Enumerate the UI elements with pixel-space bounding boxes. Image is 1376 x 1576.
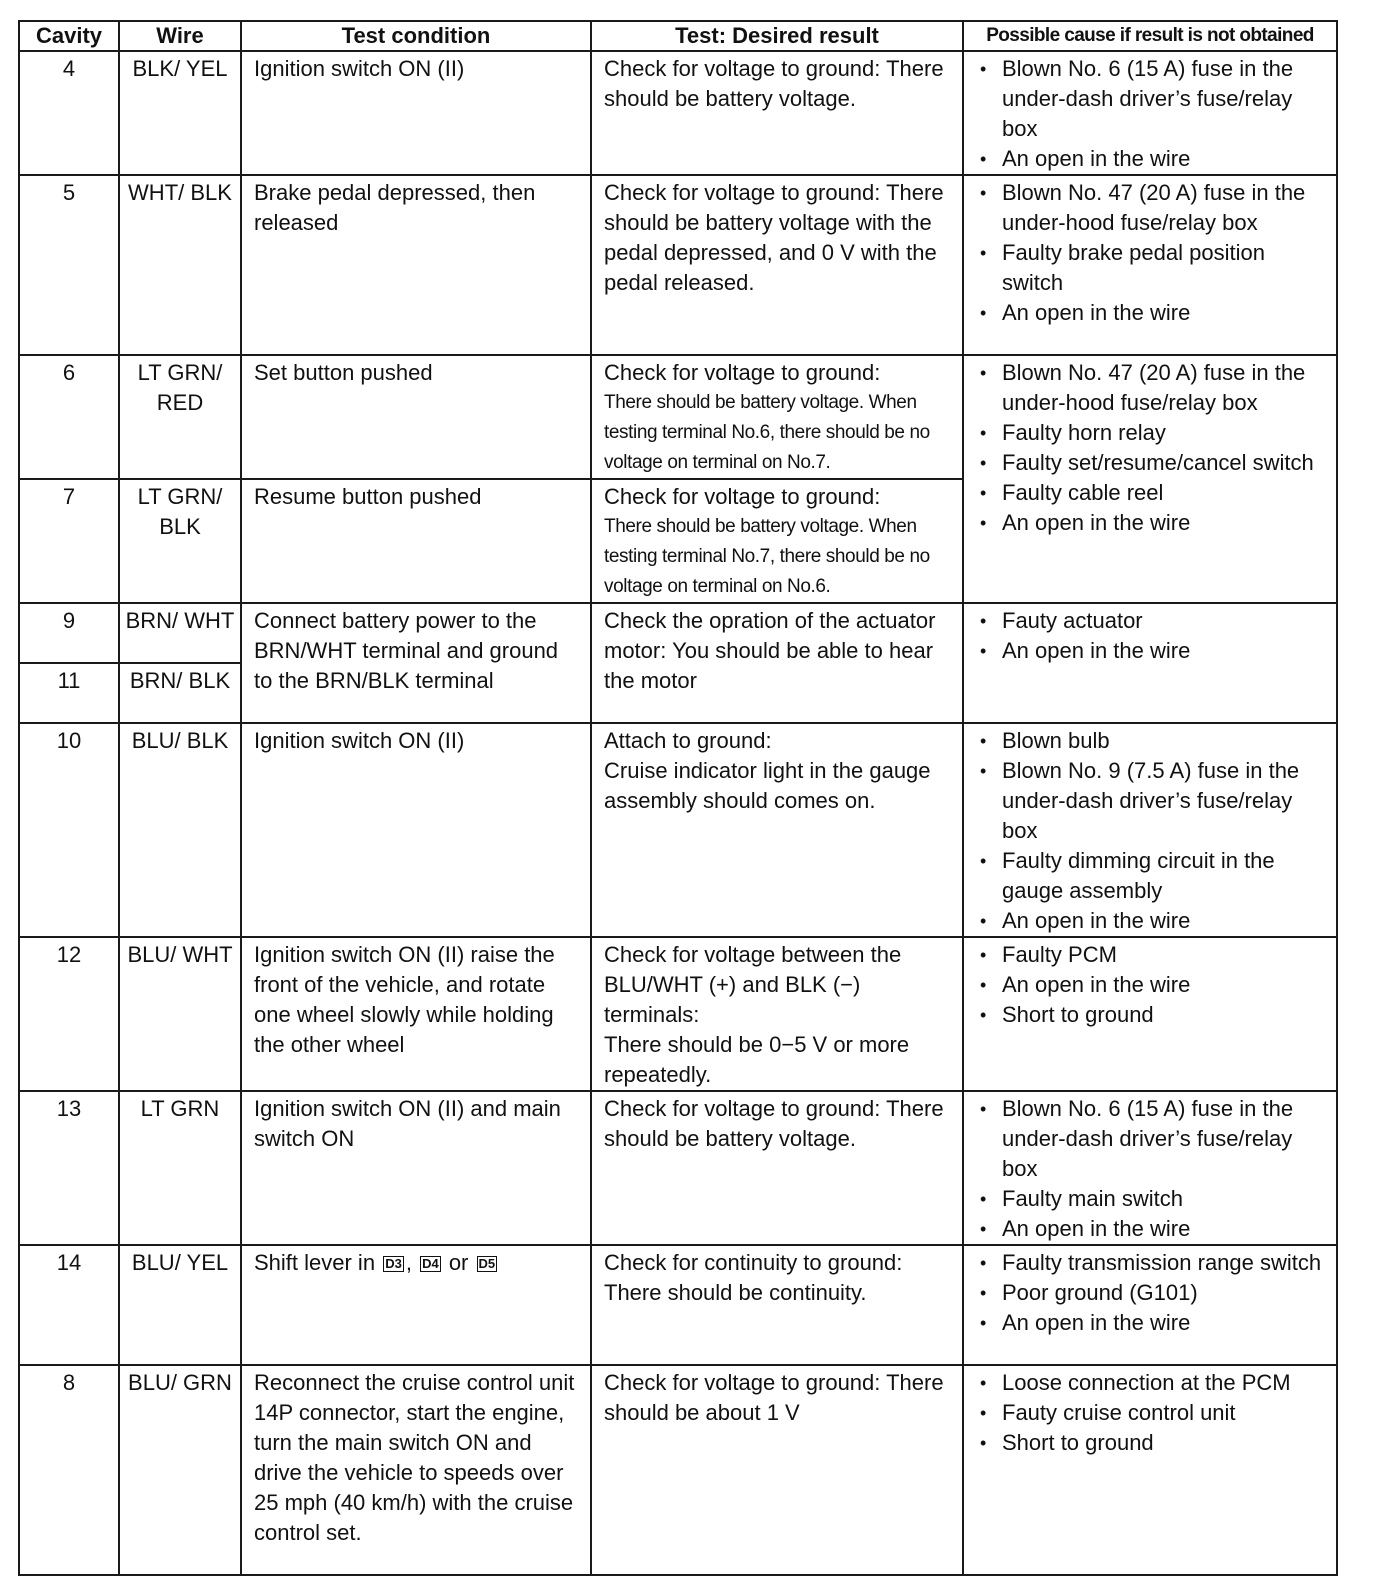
cause-item: • Faulty PCM bbox=[978, 940, 1330, 970]
cause-item: • Faulty cable reel bbox=[978, 478, 1330, 508]
table-row bbox=[19, 723, 1337, 937]
cause-item: • Blown No. 9 (7.5 A) fuse in the under-dash driver’s fuse/relay box bbox=[978, 756, 1330, 846]
cause-item: • Blown No. 6 (15 A) fuse in the under-dash driver’s fuse/relay box bbox=[978, 1094, 1330, 1184]
cause-item: • Short to ground bbox=[978, 1000, 1330, 1030]
wire-cell: BLU/ GRN bbox=[119, 1365, 241, 1575]
cause-item: • An open in the wire bbox=[978, 1214, 1330, 1244]
cause-list bbox=[978, 1094, 1330, 1244]
cause-cell bbox=[963, 723, 1337, 937]
cause-item: • Faulty main switch bbox=[978, 1184, 1330, 1214]
cause-list bbox=[978, 358, 1330, 538]
diagnostic-table-container bbox=[18, 20, 1336, 1576]
cavity-cell: 12 bbox=[19, 937, 119, 1091]
result-head: Attach to ground: bbox=[604, 728, 772, 753]
cause-cell bbox=[963, 1091, 1337, 1245]
condition-cell: Connect battery power to the BRN/WHT terminal and ground to the BRN/BLK terminal bbox=[241, 603, 591, 723]
table-row bbox=[19, 355, 1337, 479]
cause-item: • An open in the wire bbox=[978, 636, 1330, 666]
gear-d3-icon: D3 bbox=[385, 1256, 402, 1271]
header-cavity: Cavity bbox=[19, 21, 119, 51]
cause-item: • An open in the wire bbox=[978, 906, 1330, 936]
cavity-cell: 4 bbox=[19, 51, 119, 175]
result-head: Check for continuity to ground: bbox=[604, 1250, 903, 1275]
header-possible-cause: Possible cause if result is not obtained bbox=[963, 21, 1337, 51]
header-row bbox=[19, 21, 1337, 51]
wire-cell: BLU/ YEL bbox=[119, 1245, 241, 1365]
result-body: There should be continuity. bbox=[604, 1280, 867, 1305]
cavity-cell: 14 bbox=[19, 1245, 119, 1365]
cause-item: • Faulty set/resume/cancel switch bbox=[978, 448, 1330, 478]
result-cell bbox=[591, 723, 963, 937]
cavity-cell: 5 bbox=[19, 175, 119, 355]
result-cell: Check for voltage to ground: There should be battery voltage. bbox=[591, 51, 963, 175]
condition-cell: Ignition switch ON (II) and main switch ON bbox=[241, 1091, 591, 1245]
cause-cell bbox=[963, 51, 1337, 175]
condition-cell: Ignition switch ON (II) bbox=[241, 723, 591, 937]
cause-list bbox=[978, 1248, 1330, 1338]
condition-cell: Brake pedal depressed, then released bbox=[241, 175, 591, 355]
result-cell: Check for voltage to ground: There should be about 1 V bbox=[591, 1365, 963, 1575]
result-body: There should be 0−5 V or more repeatedly. bbox=[604, 1032, 910, 1087]
cause-cell bbox=[963, 175, 1337, 355]
cause-item: • Blown No. 6 (15 A) fuse in the under-dash driver’s fuse/relay box bbox=[978, 54, 1330, 144]
table-row bbox=[19, 1365, 1337, 1575]
wire-cell: LT GRN/ BLK bbox=[119, 479, 241, 603]
table-row bbox=[19, 603, 1337, 663]
cause-item: • Fauty actuator bbox=[978, 606, 1330, 636]
cruise-control-terminal-test-table bbox=[18, 20, 1338, 1576]
cause-list bbox=[978, 606, 1330, 666]
condition-prefix: Shift lever in bbox=[254, 1250, 376, 1275]
cause-item: • Faulty horn relay bbox=[978, 418, 1330, 448]
result-cell bbox=[591, 355, 963, 479]
gear-separator: or bbox=[448, 1250, 469, 1275]
table-row bbox=[19, 1091, 1337, 1245]
cause-list bbox=[978, 1368, 1330, 1458]
condition-cell: Resume button pushed bbox=[241, 479, 591, 603]
result-cell: Check for voltage to ground: There should be battery voltage with the pedal depressed, and 0 V with the pedal released. bbox=[591, 175, 963, 355]
cause-cell bbox=[963, 937, 1337, 1091]
cause-item: • An open in the wire bbox=[978, 298, 1330, 328]
cause-list bbox=[978, 54, 1330, 174]
cause-item: • Faulty brake pedal position switch bbox=[978, 238, 1330, 298]
result-head: Check for voltage between the BLU/WHT (+) and BLK (−) terminals: bbox=[604, 942, 902, 1027]
cause-item: • Short to ground bbox=[978, 1428, 1330, 1458]
cavity-cell: 8 bbox=[19, 1365, 119, 1575]
result-cell: Check for voltage to ground: There should be battery voltage. bbox=[591, 1091, 963, 1245]
wire-cell: LT GRN/ RED bbox=[119, 355, 241, 479]
cause-list bbox=[978, 178, 1330, 328]
table-row bbox=[19, 1245, 1337, 1365]
cause-list bbox=[978, 726, 1330, 936]
cause-item: • An open in the wire bbox=[978, 508, 1330, 538]
cavity-cell: 11 bbox=[19, 663, 119, 723]
cause-item: • Loose connection at the PCM bbox=[978, 1368, 1330, 1398]
wire-cell: BLK/ YEL bbox=[119, 51, 241, 175]
result-head: Check for voltage to ground: bbox=[604, 484, 881, 509]
header-test-condition: Test condition bbox=[241, 21, 591, 51]
cause-item: • Faulty transmission range switch bbox=[978, 1248, 1330, 1278]
result-cell: Check the opration of the actuator motor: You should be able to hear the motor bbox=[591, 603, 963, 723]
cause-cell bbox=[963, 603, 1337, 723]
condition-cell: Ignition switch ON (II) bbox=[241, 51, 591, 175]
condition-cell: Ignition switch ON (II) raise the front of the vehicle, and rotate one wheel slowly while holding the other wheel bbox=[241, 937, 591, 1091]
wire-cell: BRN/ BLK bbox=[119, 663, 241, 723]
gear-d5-icon: D5 bbox=[478, 1256, 496, 1271]
gear-separator: , bbox=[405, 1250, 412, 1275]
wire-cell: WHT/ BLK bbox=[119, 175, 241, 355]
cause-item: • Poor ground (G101) bbox=[978, 1278, 1330, 1308]
cause-item: • Blown No. 47 (20 A) fuse in the under-hood fuse/relay box bbox=[978, 358, 1330, 418]
cause-cell bbox=[963, 1365, 1337, 1575]
cavity-cell: 13 bbox=[19, 1091, 119, 1245]
cause-item: • Blown No. 47 (20 A) fuse in the under-hood fuse/relay box bbox=[978, 178, 1330, 238]
cavity-cell: 10 bbox=[19, 723, 119, 937]
table-row bbox=[19, 51, 1337, 175]
cause-item: • An open in the wire bbox=[978, 970, 1330, 1000]
condition-cell: Set button pushed bbox=[241, 355, 591, 479]
result-body: Cruise indicator light in the gauge assembly should comes on. bbox=[604, 758, 931, 813]
gear-d4-icon: D4 bbox=[422, 1256, 439, 1271]
header-desired-result: Test: Desired result bbox=[591, 21, 963, 51]
wire-cell: BLU/ BLK bbox=[119, 723, 241, 937]
cause-cell bbox=[963, 1245, 1337, 1365]
cause-item: • Blown bulb bbox=[978, 726, 1330, 756]
condition-cell bbox=[241, 1245, 591, 1365]
wire-cell: BRN/ WHT bbox=[119, 603, 241, 663]
cause-item: • Faulty dimming circuit in the gauge assembly bbox=[978, 846, 1330, 906]
cause-item: • An open in the wire bbox=[978, 1308, 1330, 1338]
header-wire: Wire bbox=[119, 21, 241, 51]
result-body: There should be battery voltage. When testing terminal No.7, there should be no voltage on terminal on No.6. bbox=[604, 516, 930, 597]
wire-cell: LT GRN bbox=[119, 1091, 241, 1245]
cavity-cell: 7 bbox=[19, 479, 119, 603]
cause-list bbox=[978, 940, 1330, 1030]
result-cell bbox=[591, 937, 963, 1091]
cavity-cell: 9 bbox=[19, 603, 119, 663]
result-cell bbox=[591, 479, 963, 603]
result-body: There should be battery voltage. When testing terminal No.6, there should be no voltage on terminal on No.7. bbox=[604, 392, 930, 473]
result-head: Check for voltage to ground: bbox=[604, 360, 881, 385]
condition-cell: Reconnect the cruise control unit 14P connector, start the engine, turn the main switch ON and drive the vehicle to speeds over 25 mph (40 km/h) with the cruise control set. bbox=[241, 1365, 591, 1575]
cause-item: • An open in the wire bbox=[978, 144, 1330, 174]
table-row bbox=[19, 175, 1337, 355]
cause-item: • Fauty cruise control unit bbox=[978, 1398, 1330, 1428]
cause-cell bbox=[963, 355, 1337, 603]
wire-cell: BLU/ WHT bbox=[119, 937, 241, 1091]
cavity-cell: 6 bbox=[19, 355, 119, 479]
table-row bbox=[19, 937, 1337, 1091]
result-cell bbox=[591, 1245, 963, 1365]
